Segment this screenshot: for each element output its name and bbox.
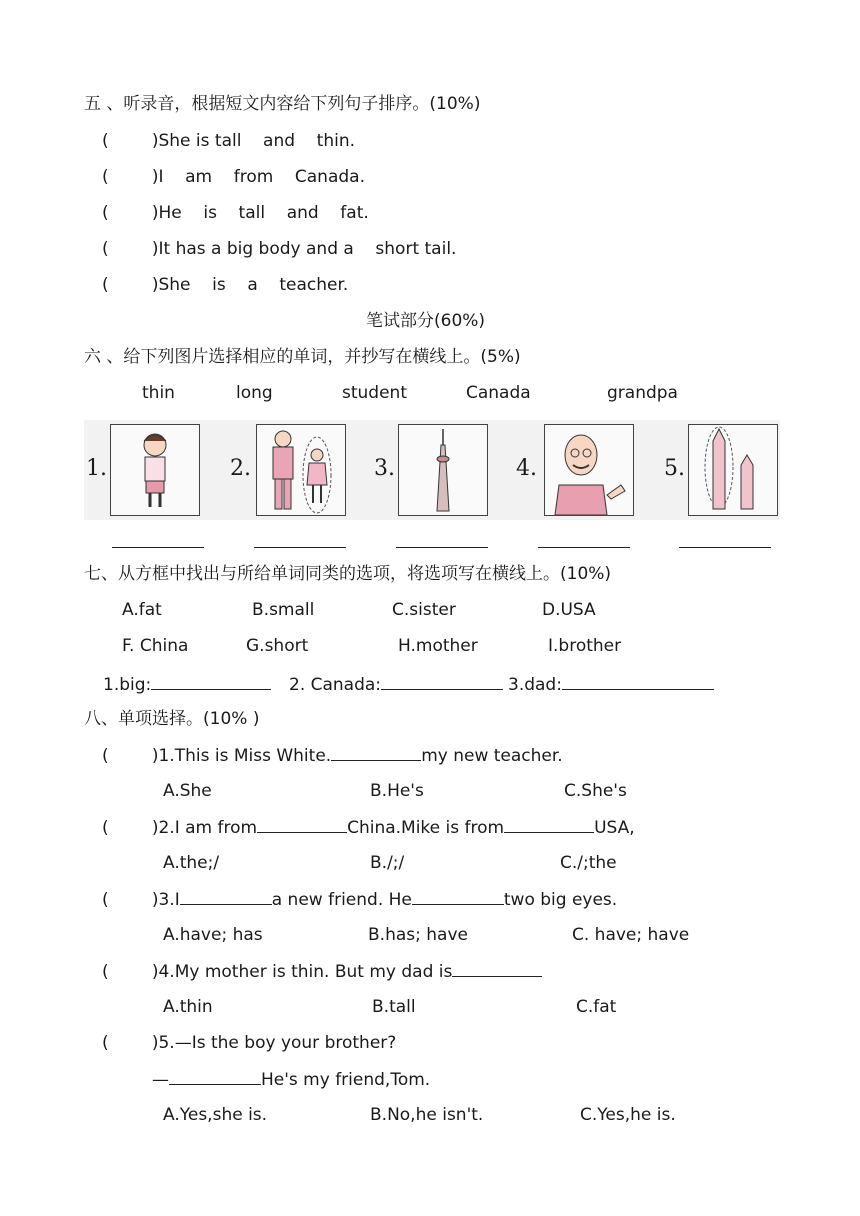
word-grandpa: grandpa <box>607 383 678 403</box>
pic-number-1: 1. <box>86 456 107 481</box>
sec7-q1-blank[interactable] <box>151 673 271 690</box>
sec8-q2: ( )2.I am from China.Mike is from USA, <box>102 818 635 838</box>
option-f: F. China <box>122 636 189 656</box>
sec8-q1-opt-a: A.She <box>163 781 212 801</box>
sec8-q3-opt-a: A.have; has <box>163 925 263 945</box>
sec8-q5-opt-b: B.No,he isn't. <box>370 1105 484 1125</box>
answer-line-4[interactable] <box>538 547 630 548</box>
tower-picture <box>398 424 488 516</box>
sec8-q4-opt-b: B.tall <box>372 997 416 1017</box>
option-d: D.USA <box>542 600 596 620</box>
answer-line-1[interactable] <box>112 547 204 548</box>
sec8-q2-blank-1[interactable] <box>257 816 347 833</box>
sec8-q1-opt-b: B.He's <box>370 781 424 801</box>
word-long: long <box>236 383 273 403</box>
option-a: A.fat <box>122 600 162 620</box>
section7-title: 七、从方框中找出与所给单词同类的选项，将选项写在横线上。(10%) <box>84 564 612 584</box>
answer-line-3[interactable] <box>396 547 488 548</box>
section5-title: 五 、听录音，根据短文内容给下列句子排序。(10%) <box>84 94 481 114</box>
sec7-q2-blank[interactable] <box>381 673 503 690</box>
sec8-q3-opt-b: B.has; have <box>368 925 468 945</box>
sec8-q2-opt-a: A.the;/ <box>163 853 220 873</box>
sec8-q1-opt-c: C.She's <box>564 781 627 801</box>
sec5-item-3: ( )He is tall and fat. <box>102 203 369 223</box>
sec8-q4-opt-a: A.thin <box>163 997 213 1017</box>
boy-picture <box>110 424 200 516</box>
sec8-q3-opt-c: C. have; have <box>572 925 690 945</box>
sec5-item-1: ( )She is tall and thin. <box>102 131 355 151</box>
sec5-item-2: ( )I am from Canada. <box>102 167 365 187</box>
sec8-q3-blank-1[interactable] <box>180 888 272 905</box>
option-g: G.short <box>246 636 309 656</box>
sec7-q1: 1.big: <box>103 673 271 696</box>
sec8-q2-opt-c: C./;the <box>560 853 617 873</box>
sec8-q3-blank-2[interactable] <box>412 888 504 905</box>
sec8-q3: ( )3.I a new friend. He two big eyes. <box>102 890 618 910</box>
grandpa-picture <box>544 424 634 516</box>
sec8-q4-opt-c: C.fat <box>576 997 617 1017</box>
sec8-q2-opt-b: B./;/ <box>370 853 405 873</box>
sec7-q3: 3.dad: <box>508 673 714 696</box>
section6-title: 六 、给下列图片选择相应的单词，并抄写在横线上。(5%) <box>84 347 521 367</box>
word-student: student <box>342 383 407 403</box>
sec5-item-5: ( )She is a teacher. <box>102 275 349 295</box>
family-picture <box>256 424 346 516</box>
option-i: I.brother <box>548 636 622 656</box>
option-h: H.mother <box>398 636 478 656</box>
pic-number-4: 4. <box>516 456 537 481</box>
sec8-q1-blank[interactable] <box>331 744 421 761</box>
sec7-q3-blank[interactable] <box>562 673 714 690</box>
sec8-q2-blank-2[interactable] <box>504 816 594 833</box>
sec8-q4: ( )4.My mother is thin. But my dad is <box>102 960 542 983</box>
answer-line-5[interactable] <box>679 547 771 548</box>
sec8-q1: ( )1.This is Miss White. my new teacher. <box>102 746 563 766</box>
answer-line-2[interactable] <box>254 547 346 548</box>
option-c: C.sister <box>392 600 456 620</box>
sec8-q5-opt-c: C.Yes,he is. <box>580 1105 676 1125</box>
sec8-q5-blank[interactable] <box>169 1068 261 1085</box>
written-part-title: 笔试部分(60%) <box>366 311 486 331</box>
option-b: B.small <box>252 600 315 620</box>
section8-title: 八、单项选择。(10% ) <box>84 709 260 729</box>
sec8-q5-opt-a: A.Yes,she is. <box>163 1105 268 1125</box>
pic-number-3: 3. <box>374 456 395 481</box>
word-thin: thin <box>142 383 175 403</box>
sec5-item-4: ( )It has a big body and a short tail. <box>102 239 457 259</box>
sec8-q5: ( )5.—Is the boy your brother? <box>102 1033 397 1053</box>
pic-number-2: 2. <box>230 456 251 481</box>
sec7-q2: 2. Canada: <box>289 673 503 696</box>
sec8-q4-blank[interactable] <box>452 960 542 977</box>
word-canada: Canada <box>466 383 531 403</box>
pic-number-5: 5. <box>664 456 685 481</box>
pencils-picture <box>688 424 778 516</box>
sec8-q5-reply: — He's my friend,Tom. <box>152 1070 431 1090</box>
